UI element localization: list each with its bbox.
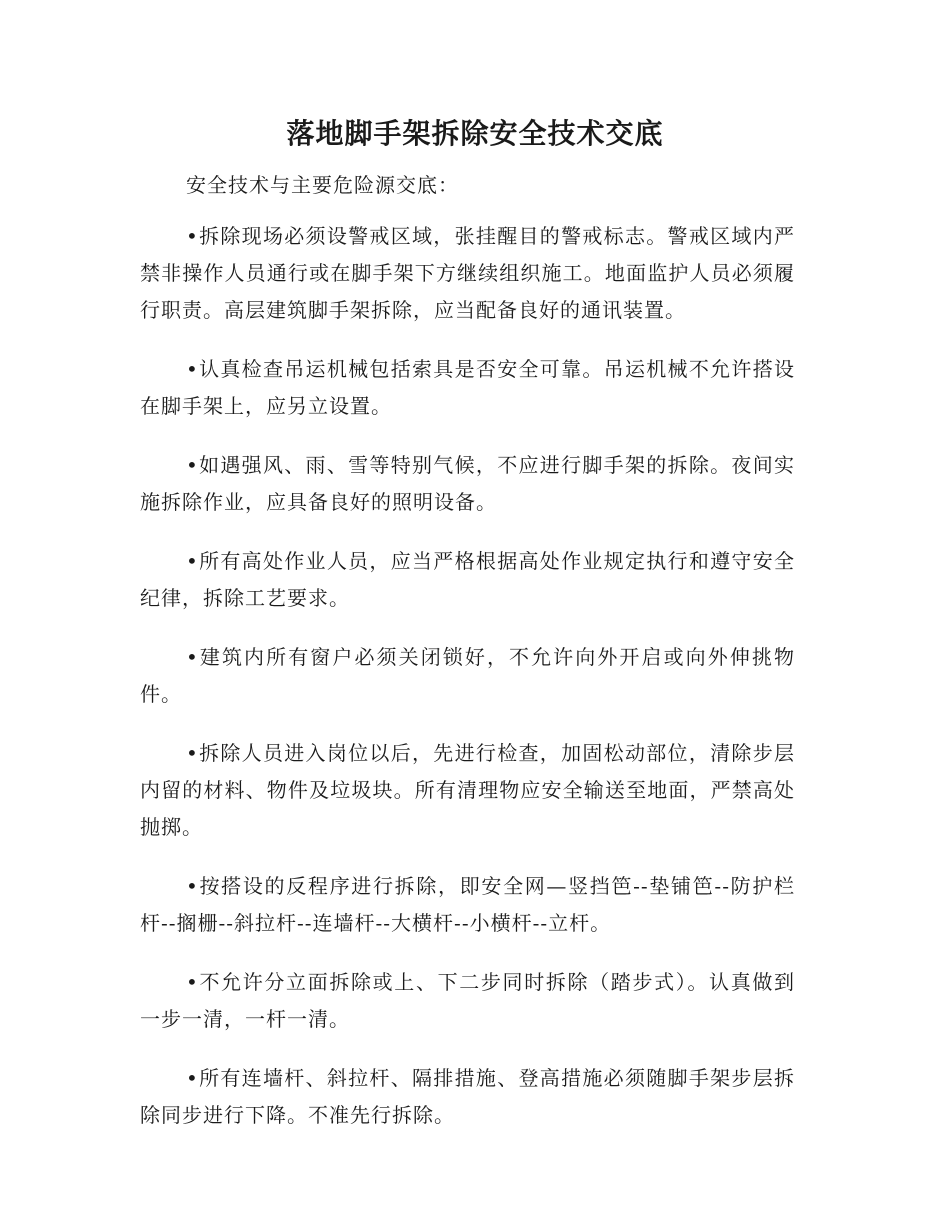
paragraph: •所有高处作业人员，应当严格根据高处作业规定执行和遵守安全纪律，拆除工艺要求。 <box>140 549 795 610</box>
paragraph: •拆除现场必须设警戒区域，张挂醒目的警戒标志。警戒区域内严禁非操作人员通行或在脚手架下方继续组织施工。地面监护人员必须履行职责。高层建筑脚手架拆除，应当配备良好的通讯装置。 <box>140 224 795 322</box>
paragraph: •不允许分立面拆除或上、下二步同时拆除（踏步式）。认真做到一步一清，一杆一清。 <box>140 970 795 1031</box>
paragraph: •拆除人员进入岗位以后，先进行检查，加固松动部位，清除步层内留的材料、物件及垃圾块。所有清理物应安全输送至地面，严禁高处抛掷。 <box>140 741 795 839</box>
paragraph: •所有连墙杆、斜拉杆、隔排措施、登高措施必须随脚手架步层拆除同步进行下降。不准先行拆除。 <box>140 1066 795 1127</box>
document-title: 落地脚手架拆除安全技术交底 <box>286 117 664 150</box>
paragraph: •按搭设的反程序进行拆除，即安全网—竖挡笆--垫铺笆--防护栏杆--搁栅--斜拉杆--连墙杆--大横杆--小横杆--立杆。 <box>140 874 795 935</box>
paragraph: •如遇强风、雨、雪等特别气候，不应进行脚手架的拆除。夜间实施拆除作业，应具备良好的照明设备。 <box>140 453 795 514</box>
document-body <box>140 218 795 1156</box>
intro-line: 安全技术与主要危险源交底： <box>186 173 459 197</box>
paragraph: •认真检查吊运机械包括索具是否安全可靠。吊运机械不允许搭设在脚手架上，应另立设置。 <box>140 357 795 418</box>
paragraph: •建筑内所有窗户必须关闭锁好，不允许向外开启或向外伸挑物件。 <box>140 645 795 706</box>
